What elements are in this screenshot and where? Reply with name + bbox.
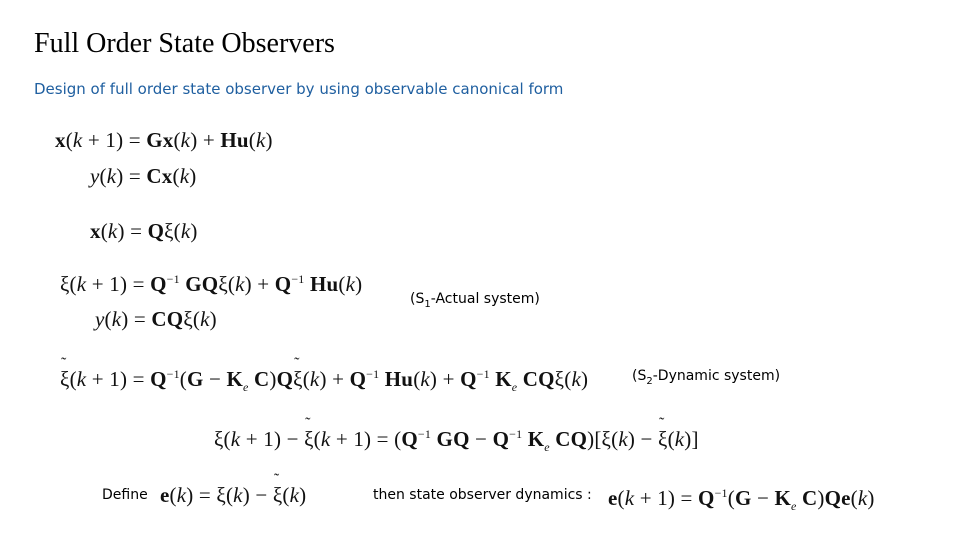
page-title: Full Order State Observers (34, 28, 335, 59)
equation-observer-dynamics: ξ ˜(k + $1) = Q^{-1}(G - K_e$ C)Qξ ˜(k) + $Q^{-1}$ $Hu(k) + Q^{-1}$ $K_e$ CQξ(k) (60, 367, 588, 395)
equation-error-dynamics: $e(k + 1) = Q^{-1}(G - K_e$ C)Qe(k) (608, 486, 875, 514)
equation-error-difference: ξ(k + 1) − ξ ˜(k + $1) = (Q^{-1}$ GQ − $Q^{-1}$ $K_e$ CQ)[ξ(k) − ξ ˜(k)] (214, 427, 699, 455)
note-s1-subscript: 1 (424, 298, 431, 310)
equation-transformed-output: y(k) = CQξ(k) (95, 307, 217, 331)
equation-transformed-state: $\xi(k + 1) = Q^{-1}$ $GQ\xi(k) + Q^{-1}$ Hu(k) (60, 272, 363, 296)
equation-error-definition: e(k) = ξ(k) − ξ ˜(k) (160, 483, 306, 508)
equation-output: y(k) = Cx(k) (90, 164, 197, 188)
note-s1-suffix: -Actual system) (430, 291, 540, 307)
note-s2-prefix: (S (632, 368, 647, 384)
note-dynamic-system (632, 368, 780, 387)
define-label: Define (102, 487, 148, 503)
then-label: then state observer dynamics : (373, 487, 592, 503)
slide-subtitle: Design of full order state observer by using observable canonical form (34, 80, 564, 98)
note-s2-suffix: -Dynamic system) (652, 368, 781, 384)
equation-transform: x(k) = Qξ(k) (90, 219, 198, 243)
note-actual-system (410, 291, 540, 310)
note-s2-subscript: 2 (646, 375, 653, 387)
note-s1-prefix: (S (410, 291, 425, 307)
equation-state-update: x(k + 1) = Gx(k) + Hu(k) (55, 128, 273, 152)
